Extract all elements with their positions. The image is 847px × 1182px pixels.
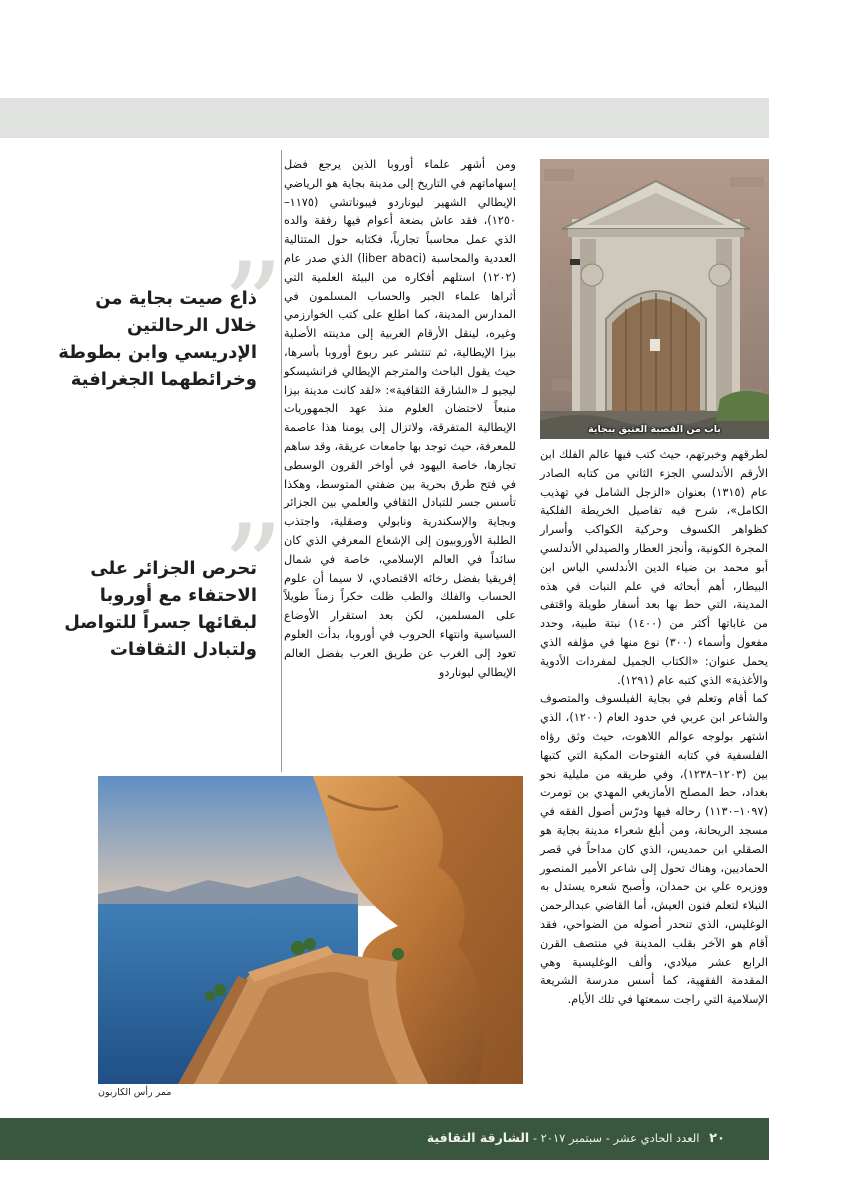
photo-cap-carbon-path bbox=[98, 776, 523, 1084]
photo-kasbah-gate bbox=[540, 159, 769, 439]
magazine-logo: الشارقة الثقافية bbox=[426, 1130, 530, 1145]
article-column-right bbox=[540, 446, 768, 1010]
quote-mark-icon: ” bbox=[222, 500, 284, 639]
paragraph: لطرقهم وخبرتهم، حيث كتب فيها عالم الفلك ابن الأرقم الأندلسي الجزء الثاني من كتابه الصادر عام (١٣١٥) بعنوان «الزجل الشامل في تهذيب الكامل»، شرح فيه تفاصيل الخريطة الفلكية كظواهر الكسوف وحركية الكواكب وأسرار المجرة الكونية، وأنجز العطار والصيدلي الأندلسي أبو محمد بن ضياء الدين الأندلسي الياس ابن البيطار، أهم أبحاثه في علم النبات في هذه المدينة، التي حط بها بعد أسفار طويلة واقتفى من غاباتها أكثر من (١٤٠٠) نبتة طبية، وحدد مفعول وأسماء (٣٠٠) نوع منها في مؤلفه الذي يحمل عنوان: «الكتاب الجميل لمفردات الأدوية والأغذية» الذي كتبه عام (١٢٩١). bbox=[540, 448, 768, 687]
cap-carbon-image bbox=[98, 776, 523, 1084]
page-number: ٢٠ bbox=[709, 1131, 725, 1146]
kasbah-gate-image bbox=[540, 159, 769, 439]
issue-label: العدد الحادي عشر - سبتمبر ٢٠١٧ - bbox=[532, 1131, 700, 1145]
top-band bbox=[0, 98, 769, 138]
photo-caption-path: ممر رأس الكاربون bbox=[98, 1087, 172, 1098]
page-footer bbox=[0, 1118, 769, 1160]
quote-mark-icon: ” bbox=[222, 238, 284, 377]
paragraph: ومن أشهر علماء أوروبا الذين يرجع فضل إسهاماتهم في التاريخ إلى مدينة بجاية هو الرياضي الإيطالي الشهير ليوناردو فيبوناتشي (١١٧٥–١٢٥٠)، فقد عاش بضعة أعوام فيها رفقة والده الذي عمل محاسباً تجارياً، فكتابه حول المتتالية العددية والمحاسبة (liber abaci) الذي صدر عام (١٢٠٢) استلهم أفكاره من البيئة العلمية التي أثراها علماء الجبر والحساب المسلمون في المدارس المدينة، كما اطلع على كتب الخوارزمي وغيره، لينقل الأرقام العربية إلى مدينته الأصلية بيزا الإيطالية، ثم تنتشر عبر ربوع أوروبا بأسرها، حيث يقول الباحث والمترجم الإيطالي فرانشيسكو ليجيو لـ «الشارقة الثقافية»: «لقد كانت مدينة بيزا منبعاً لاحتضان العلوم منذ عهد الجمهوريات الإيطالية المتفرقة، ولاتزال إلى يومنا هذا عاصمة للمعرفة، حيث توجد بها جامعات عريقة، وقد ساهم تجارها، خاصة اليهود في أواخر القرون الوسطى في فتح طرق بحرية بين ضفتي المتوسط، وهكذا تأسس جسر للتبادل الثقافي والعلمي بين الجزائر وبجاية والإسكندرية ونابولي وصقلية، واجتذب الطلبة الأوروبيون إلى الإشعاع المعرفي الذي كان سائداً في العالم الإسلامي، خاصة في شمال إفريقيا بفضل رخائه الاقتصادي، لا سيما أن علوم الحساب والفلك والطب ظلت حكراً زمناً طويلاً على المسلمين، لكن بعد استقرار الأوضاع السياسية وانتهاء الحروب في أوروبا، بدأت العلوم تعود إلى الغرب عن طريق العرب بفضل العالم الإيطالي ليوناردو bbox=[284, 158, 517, 679]
pull-quote: تحرص الجزائر على الاحتفاء مع أوروبا لبقائها جسراً للتواصل ولتبادل الثقافات bbox=[64, 558, 257, 660]
photo-caption-gate: باب من القصبة العتيق ببجاية bbox=[588, 424, 721, 435]
paragraph: كما أقام وتعلم في بجاية الفيلسوف والمتصوف والشاعر ابن عربي في حدود العام (١٢٠٠)، الذي اشتهر بولوجه عوالم اللاهوت، حيث وثق رؤاه الفلسفية في كتابه الفتوحات المكية التي كتبها بين (١٢٠٣–١٢٣٨)، وفي طريقه من مليلية نحو بغداد، حط المصلح الأمازيغي المهدي بن تومرت (١٠٩٧–١١٣٠) رحاله فيها ودرّس أصول الفقه في مسجد الريحانة، ومن أبلغ شعراء مدينة بجاية هو الصقلي ابن حمديس، الذي كان مداحاً في قصر الحماديين، وهناك تحول إلى شاعر الأمير المنصور ووزيره علي بن حمدان، وأصبح شعره يستدل به النبلاء لتعلم فنون العيش، أما القاضي عبدالرحمن الوغليس، الذي تنحدر أصوله من الضواحي، فقد أقام هو الآخر بقلب المدينة في منتصف القرن الرابع عشر ميلادي، وألف الوغليسية وهي المقدمة الفقهية، كما أسس مدرسة الشريعة الإسلامية التي راجت سمعتها في تلك الأيام. bbox=[540, 692, 768, 1007]
pull-quote: ذاع صيت بجاية من خلال الرحالتين الإدريسي وابن بطوطة وخرائطهما الجغرافية bbox=[58, 288, 257, 390]
footer-text bbox=[427, 1130, 725, 1146]
article-column-middle bbox=[284, 156, 516, 682]
